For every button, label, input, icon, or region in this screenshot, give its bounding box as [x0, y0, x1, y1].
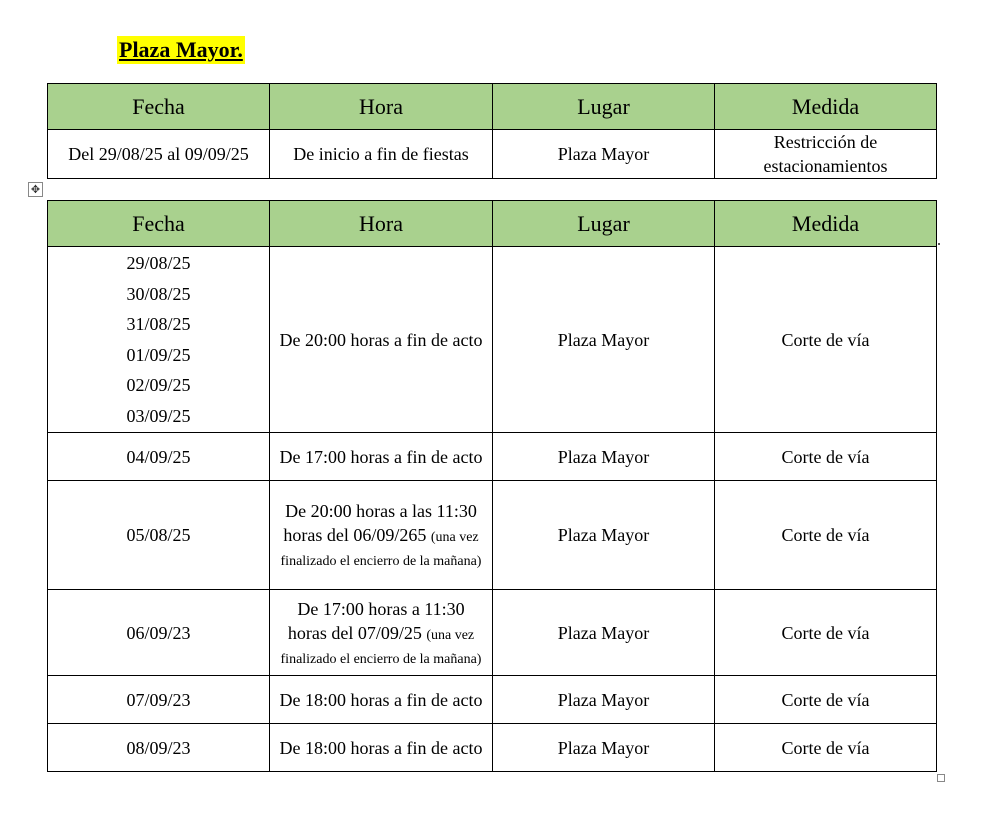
hora-text: De 17:00 horas a 11:30 horas del 07/09/25	[287, 598, 465, 643]
cell-fecha: 05/08/25	[48, 481, 270, 590]
hora-text: De 20:00 horas a las 11:30 horas del 06/09/265	[283, 501, 477, 545]
date-item: 31/08/25	[126, 314, 191, 334]
date-item: 01/09/25	[126, 344, 191, 365]
table-header-row	[48, 84, 937, 130]
table-row	[48, 724, 937, 772]
hora-note: (una vez finalizado el encierro de la mañana)	[280, 627, 482, 667]
cell-medida: Corte de vía	[715, 433, 937, 481]
table-row	[48, 676, 937, 724]
cell-hora: De inicio a fin de fiestas	[270, 130, 493, 179]
table-row	[48, 590, 937, 676]
date-item: 30/08/25	[126, 283, 191, 304]
date-item: 02/09/25	[126, 375, 191, 395]
road-closure-table	[47, 200, 937, 772]
header-medida: Medida	[715, 84, 937, 130]
cell-medida: Corte de vía	[715, 676, 937, 724]
cell-fecha-list	[48, 247, 270, 433]
table-row	[48, 130, 937, 179]
cell-fecha: 06/09/23	[48, 590, 270, 676]
cell-lugar: Plaza Mayor	[493, 590, 715, 676]
date-item: 03/09/25	[126, 405, 191, 426]
parking-restriction-table	[47, 83, 937, 179]
cell-lugar: Plaza Mayor	[493, 130, 715, 179]
header-fecha: Fecha	[48, 201, 270, 247]
section-title: Plaza Mayor.	[119, 37, 243, 62]
hora-note: (una vez finalizado el encierro de la mañana)	[280, 530, 482, 569]
cell-medida: Corte de vía	[715, 247, 937, 433]
header-medida: Medida	[715, 201, 937, 247]
cell-fecha: Del 29/08/25 al 09/09/25	[48, 130, 270, 179]
cell-hora	[270, 590, 493, 676]
cell-hora	[270, 481, 493, 590]
cell-lugar: Plaza Mayor	[493, 481, 715, 590]
cell-fecha: 04/09/25	[48, 433, 270, 481]
table-resize-handle-icon[interactable]	[937, 774, 945, 782]
cell-lugar: Plaza Mayor	[493, 433, 715, 481]
cell-medida: Corte de vía	[715, 481, 937, 590]
header-hora: Hora	[270, 201, 493, 247]
cell-fecha: 07/09/23	[48, 676, 270, 724]
cell-hora: De 17:00 horas a fin de acto	[270, 433, 493, 481]
header-hora: Hora	[270, 84, 493, 130]
cell-hora: De 18:00 horas a fin de acto	[270, 724, 493, 772]
end-of-row-marker	[938, 243, 940, 245]
cell-lugar: Plaza Mayor	[493, 724, 715, 772]
cell-medida: Corte de vía	[715, 590, 937, 676]
cell-lugar: Plaza Mayor	[493, 676, 715, 724]
cell-medida: Restricción de estacionamientos	[715, 130, 937, 179]
header-lugar: Lugar	[493, 201, 715, 247]
cell-hora: De 20:00 horas a fin de acto	[270, 247, 493, 433]
table-row	[48, 433, 937, 481]
date-item: 29/08/25	[126, 253, 191, 273]
table-row	[48, 247, 937, 433]
table-move-handle-icon[interactable]: ✥	[28, 182, 43, 197]
cell-lugar: Plaza Mayor	[493, 247, 715, 433]
cell-medida: Corte de vía	[715, 724, 937, 772]
header-fecha: Fecha	[48, 84, 270, 130]
header-lugar: Lugar	[493, 84, 715, 130]
cell-fecha: 08/09/23	[48, 724, 270, 772]
table-row	[48, 481, 937, 590]
table-header-row	[48, 201, 937, 247]
cell-hora: De 18:00 horas a fin de acto	[270, 676, 493, 724]
